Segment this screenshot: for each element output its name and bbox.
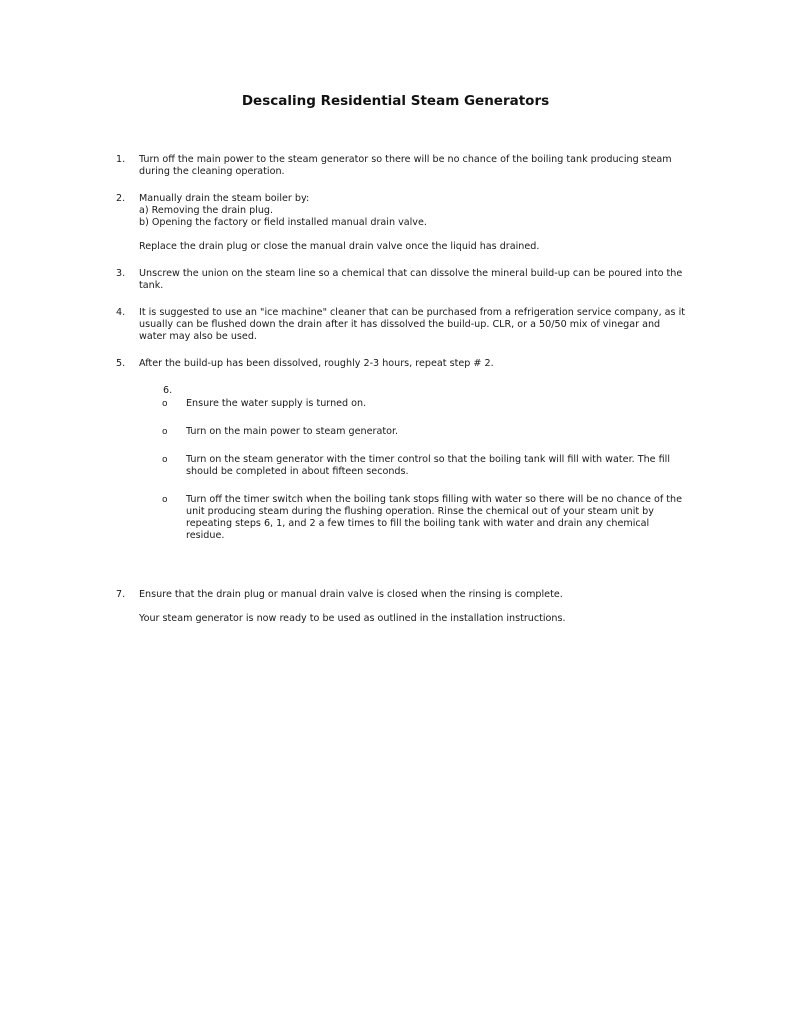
bullet-circle-icon: o: [162, 399, 168, 409]
step-text-line: water may also be used.: [139, 331, 257, 342]
step-text-line: a) Removing the drain plug.: [139, 205, 274, 216]
bullet-text-line: residue.: [186, 530, 225, 541]
step-text-line: Ensure that the drain plug or manual drain valve is closed when the rinsing is complete.: [139, 589, 563, 600]
step-number: 4.: [116, 307, 126, 318]
step-number: 3.: [116, 268, 126, 279]
step-number: 1.: [116, 154, 126, 165]
bullet-circle-icon: o: [162, 427, 168, 437]
step-text-line: b) Opening the factory or field installed manual drain valve.: [139, 217, 427, 228]
bullet-text-line: unit producing steam during the flushing operation. Rinse the chemical out of your steam unit by: [186, 506, 654, 517]
step-text-line: After the build-up has been dissolved, roughly 2-3 hours, repeat step # 2.: [139, 358, 494, 369]
bullet-text-line: Ensure the water supply is turned on.: [186, 398, 367, 409]
bullet-text-line: Turn on the steam generator with the timer control so that the boiling tank will fill with water. The fill: [186, 454, 670, 465]
step-text-line: It is suggested to use an "ice machine" cleaner that can be purchased from a refrigeration service company, as it: [139, 307, 686, 318]
step-text-line: during the cleaning operation.: [139, 166, 285, 177]
step-note: Your steam generator is now ready to be used as outlined in the installation instructions.: [139, 613, 566, 624]
step-text-line: Manually drain the steam boiler by:: [139, 193, 310, 204]
bullet-text-line: Turn off the timer switch when the boiling tank stops filling with water so there will be no chance of the: [186, 494, 682, 505]
step-text-line: Unscrew the union on the steam line so a chemical that can dissolve the mineral build-up can be poured into the: [139, 268, 683, 279]
step-number: 7.: [116, 589, 126, 600]
document-title: Descaling Residential Steam Generators: [241, 93, 550, 109]
bullet-text-line: should be completed in about fifteen seconds.: [186, 466, 409, 477]
step-text-line: Turn off the main power to the steam generator so there will be no chance of the boiling tank producing steam: [139, 154, 672, 165]
bullet-text-line: repeating steps 6, 1, and 2 a few times to fill the boiling tank with water and drain any chemical: [186, 518, 650, 529]
step-text-line: usually can be flushed down the drain after it has dissolved the build-up. CLR, or a 50/50 mix of vinegar and: [139, 319, 661, 330]
step-number: 2.: [116, 193, 126, 204]
bullet-text-line: Turn on the main power to steam generator.: [186, 426, 399, 437]
step-number: 5.: [116, 358, 126, 369]
bullet-circle-icon: o: [162, 495, 168, 505]
bullet-circle-icon: o: [162, 455, 168, 465]
step-note: Replace the drain plug or close the manual drain valve once the liquid has drained.: [139, 241, 540, 252]
step-text-line: tank.: [139, 280, 164, 291]
step-6-number: 6.: [163, 385, 173, 396]
